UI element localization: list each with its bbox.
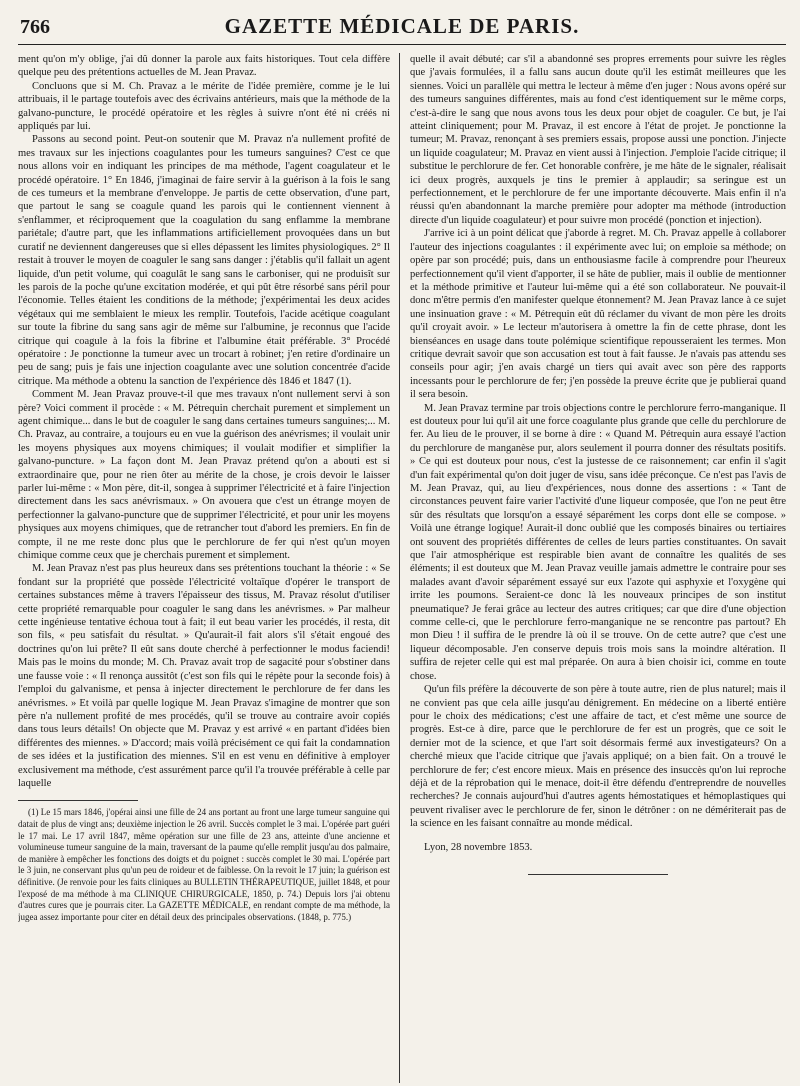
paragraph: Comment M. Jean Pravaz prouve-t-il que mes travaux n'ont nullement servi à son père? Voici comment il procède : « M. Pétrequin cherchait purement et simplement un agent chimique... dans le but de coaguler le sang dans certaines tumeurs sanguines;... M. Ch. Pravaz, au contraire, a toujours eu en vue la guérison des anévrismes; il voulait unir les moyens physiques aux moyens chimiques; il voulait modifier et simplifier la galvano-puncture. » La façon dont M. Jean Pravaz prétend qu'on a abouti est si extraordinaire que, pour ne rien ôter au mérite de la chose, je crois devoir le laisser parler lui-même : « Mon père, dit-il, songea à supprimer l'électricité et à faire l'injection directement dans les sacs anévrismaux. » On avouera que c'est un étrange moyen de perfectionner la galvano-puncture que de supprimer l'électricité, et pour unir les moyens physiques aux moyens chimiques, que de retrancher tout d'abord les premiers. En fin de compte, il ne me reste donc plus que le perchlorure de fer qui n'est qu'un moyen chimique comme ceux que je cherchais purement et simplement. [18,389,390,562]
left-column [18,53,399,1083]
page-header [18,10,786,45]
signature-line: Lyon, 28 novembre 1853. [424,841,533,853]
end-rule [528,874,668,875]
page-number: 766 [20,16,50,38]
paragraph: M. Jean Pravaz n'est pas plus heureux dans ses prétentions touchant la théorie : « Se fondant sur la propriété que possède l'électricité voltaïque d'opérer le transport de certaines substances même à travers l'épaisseur des tissus, M. Pravaz résolut d'utiliser cette propriété remarquable pour coaguler le sang dans les anévrismes. » Par malheur cette ingénieuse tentative échoua tout à fait; il eut beau varier les procédés, il resta, dit son fils, « peu satisfait du résultat. » Qu'aurait-il fait alors s'il s'était engoué des doctrines qu'on lui prête? Il eût sans doute cherché à perfectionner le modus faciendi! Mais pas le moins du monde; M. Ch. Pravaz avait trop de sagacité pour s'obstiner dans une fausse voie : « Il renonça aussitôt (c'est son fils qui le répète pour la seconde fois) à l'emploi du galvanisme, et pensa à injecter directement le perchlorure de fer dans les anévrismes. » Et voilà par quelle logique M. Jean Pravaz s'imagine de montrer que son père n'a nullement profité de mes procédés, qu'il se trouve au contraire avoir copiés dans tous leurs détails! On objecte que M. Pravaz y est arrivé « en partant d'idées bien différentes des miennes. » D'accord; mais voilà précisément ce qui fait la condamnation de ses idées et la justification des miennes. S'il en est venu en définitive à employer exclusivement ma méthode, c'est assurément parce qu'il l'a trouvée préférable à celle par laquelle [18,563,390,789]
footnotes [18,807,390,923]
right-column [400,53,786,1083]
text-columns [18,53,786,1083]
paragraph: M. Jean Pravaz termine par trois objections contre le perchlorure ferro-manganique. Il est douteux pour lui qu'il ait une force coagulante plus grande que celle du perchlorure de fer. Au lieu de le prouver, il se borne à dire : « Quand M. Pétrequin aura essayé l'action du perchlorure de manganèse pur, alors seulement il pourra donner des résultats positifs. » Ce qui est douteux pour nous, c'est la justesse de ce raisonnement; car enfin il s'agit d'un fait expérimental qu'on doit juger de visu, sans idée préconçue. Ce n'est pas l'avis de M. Jean Pravaz, qui, au lieu d'expériences, nous donne des assertions : « Tant de circonstances peuvent faire varier l'activité d'une liqueur composée, que l'on ne peut être sûr des résultats que lorsqu'on a essayé séparément les corps dont elle se compose. » Voilà une étrange logique! Aurait-il donc oublié que les composés binaires ou tertiaires ont souvent des propriétés différentes de celles de leurs parties constituantes. On savait que l'air atmosphérique est respirable bien avant de connaître les qualités de ses éléments; il est douteux que M. Jean Pravaz veuille jamais admettre le contraire pour ses malades avant d'avoir séparément essayé sur eux l'azote qui asphyxie et l'oxygène qui irrite les poumons. Seraient-ce donc là les nouveaux principes de son institut pneumatique? Je ferai grâce au lecteur des autres critiques; car que dire d'une objection comme celle-ci, que le perchlorure ferro-manganique ne se rencontre pas partout? Eh mon Dieu ! il suffira de le prendre là où il se trouve. On de cette autre? que c'est une liqueur décomposable. J'en conserve depuis trois mois sans la moindre altération. Il suffira de rejeter celle qui est mal préparée. On aura à bien choisir ici, comme en toute chose. [410,402,786,682]
paragraph: J'arrive ici à un point délicat que j'aborde à regret. M. Ch. Pravaz appelle à collaborer l'auteur des injections coagulantes : il expérimente avec lui; on emploie sa méthode; on opère par son procédé; puis, dans un enthousiasme facile à comprendre pour l'heureux perfectionnement qu'il vient d'apporter, il se hâte de publier, mais il oublie de mentionner et la méthode primitive et l'auteur lui-même qui a été son collaborateur. Ne pouvait-il donc m'être permis d'en manifester quelque étonnement? M. Jean Pravaz lance à ce sujet une insinuation grave : « M. Pétrequin eût dû réclamer du vivant de mon père les droits qu'il croyait avoir. » Le lecteur m'autorisera à omettre la fin de cette phrase, dont les bienséances en usage dans toute polémique scientifique repousseraient les termes. Mon critique devrait savoir que son accusation est tout à fait fausse. Je n'avais pas attendu ses conseils pour agir; j'en avais chargé un tiers qui avait avec son père des rapports incessants pour le perchlorure de fer; j'en possède la preuve écrite que je publierai quand il sera besoin. [410,228,786,401]
journal-title: GAZETTE MÉDICALE DE PARIS. [224,14,580,38]
paragraph: quelle il avait débuté; car s'il a abandonné ses propres errements pour suivre les règles que j'avais formulées, il a fallu sans aucun doute qu'il les estimât meilleures que les siennes. Voici un parallèle qui mettra le lecteur à même d'en juger : Nous avons opéré sur des tumeurs sanguines différentes, mais au fond c'est identiquement sur le même corps, c'est-à-dire le sang que nous avons tous les deux pour objet de coaguler. Ce but, je l'ai atteint cliniquement; pour M. Pravaz, il est encore à l'état de projet. Je ponctionne la tumeur; M. Pravaz, renonçant à ses premiers essais, propose aussi une ponction. J'injecte un liquide coagulateur; M. Pravaz en vient aussi à l'injection. J'emploie l'acide citrique; il substitue le perchlorure de fer. Cet honorable confrère, je me hâte de le signaler, réalisait ici deux progrès, auxquels je tins le premier à applaudir; sa seringue est un perfectionnement, et le perchlorure de fer une importante découverte. Mais enfin il n'a réussi qu'en abandonnant la marche première pour adopter ma méthode (introduction directe d'un liquide coagulateur) et pour suivre mon procédé (ponction et injection). [410,54,786,226]
paragraph: Passons au second point. Peut-on soutenir que M. Pravaz n'a nullement profité de mes travaux sur les injections coagulantes pour les tumeurs sanguines? C'est ce que nous allons voir en indiquant les principes de ma méthode, l'agent coagulateur et le procédé opératoire. 1° En 1846, j'imaginai de faire servir à la guérison à la fois le sang de ces tumeurs et la membrane d'enveloppe. Je partis de cette observation, d'une part, que partout le sang se coagule quand les parois qui le contiennent viennent à s'enflammer, et réciproquement que la coagulation du sang enflamme la membrane pariétale; d'autre part, que les inflammations artificiellement provoquées dans un but curatif ne deviennent dangereuses que si elles dépassent les limites physiologiques. 2° Il restait à trouver le moyen de coaguler le sang sans danger : j'établis qu'il fallait un agent liquide, d'un petit volume, qui coagulât le sang sans le carboniser, qui ne produisît sur les parois de la poche qu'une excitation modérée, et qui pût être résorbé sans péril pour l'économie. Telles étaient les conditions de la méthode; j'expérimentai les deux acides végétaux qui me semblaient le mieux les remplir. Toutefois, l'acide acétique coagulant sur toute la fibrine du sang sans agir de même sur l'albumine, je reconnus que l'acide citrique qui coagule à la fois la fibrine et l'albumine était préférable. 3° Procédé opératoire : Je ponctionne la tumeur avec un trocart à robinet; j'en retire d'ordinaire un peu de sang; puis je fais une injection coagulante avec une solution concentrée d'acide citrique. Ma méthode a obtenu la sanction de l'expérience dès 1846 et 1847 (1). [18,134,390,387]
paragraph: Qu'un fils préfère la découverte de son père à toute autre, rien de plus naturel; mais il ne convient pas que cela aille jusqu'au dénigrement. En médecine on a liberté entière pour le choix des médications; c'est une affaire de tact, et c'est même une source de progrès. Est-ce à dire, parce que le perchlorure de fer est un progrès, que ce soit le dernier mot de la science, et que l'art soit désormais fermé aux investigateurs? On a cherché mieux que l'acide citrique que j'avais appliqué; on a bien fait. On a trouvé le perchlorure de fer; c'est encore mieux. Mais en présence des insuccès qu'on lui reproche déjà et de la réprobation qui le menace, doit-il être défendu d'entreprendre de nouvelles recherches? Je connais aujourd'hui d'autres agents hémostatiques et hémoplastiques qui peuvent rivaliser avec le perchlorure de fer, sinon le détrôner : on ne démériterait pas de la science en les faisant connaître au monde médical. [410,684,786,830]
paragraph: Concluons que si M. Ch. Pravaz a le mérite de l'idée première, comme je le lui attribuais, il le partage toutefois avec des écrivains antérieurs, mais que la méthode de la galvano-puncture, le procédé opératoire et les règles à suivre n'ont été ni créés ni appliqués par lui. [18,80,390,133]
footnote: (1) Le 15 mars 1846, j'opérai ainsi une fille de 24 ans portant au front une large tumeur sanguine qui datait de plus de vingt ans; deuxième injection le 26 avril. Succès complet le 3 mai. L'opérée part guéri le 17 mai. Le 17 avril 1847, même opération sur une fille de 23 ans, atteinte d'une ancienne et volumineuse tumeur sanguine de la main, traversant de la paume qu'elle remplit jusqu'au dos palmaire, de manière à empêcher les fonctions des doigts et du poignet : succès complet le 30 mai. L'opérée part le 3 juin, ne conservant plus qu'un peu de roideur et de faiblesse. On la revoit le 17 juin; la guérison est définitive. (Je renvoie pour les faits cliniques au BULLETIN THÉRAPEUTIQUE, juillet 1848, et pour l'exposé de ma méthode à ma CLINIQUE CHIRURGICALE, 1850, p. 74.) Depuis lors j'ai obtenu d'autres cures que je pourrais citer. La GAZETTE MÉDICALE, en rendant compte de ma méthode, la jugea assez importante pour citer en détail deux des principales observations. (1848, p. 775.) [18,807,390,922]
footnote-divider [18,800,138,801]
paragraph: ment qu'on m'y oblige, j'ai dû donner la parole aux faits historiques. Tout cela diffère quelque peu des prétentions actuelles de M. Jean Pravaz. [18,54,390,79]
